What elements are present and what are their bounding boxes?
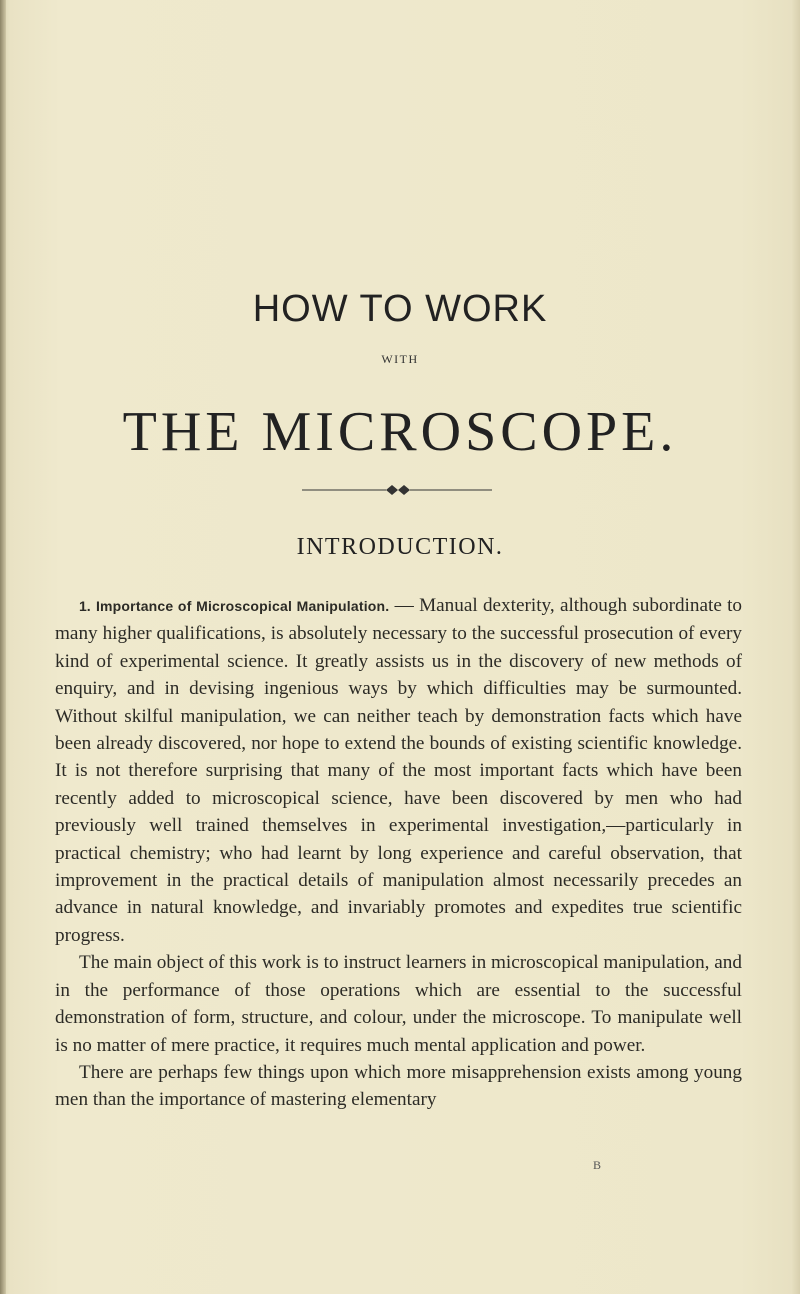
title-line-how-to-work: HOW TO WORK [252,288,548,330]
paragraph-2: The main object of this work is to instruct learners in microscopical manipulation, and in the performance of those operations which are essential to the successful demonstration of form, structure, and colour, under the microscope. To manipulate well is no matter of mere practice, it requires much mental application and power. [55,952,742,1056]
page-edge [792,0,800,1294]
page-gutter [0,0,6,1294]
paragraph-1 [55,592,742,949]
section-heading: INTRODUCTION. [296,534,504,560]
signature-mark: B [593,1158,602,1172]
section-number: 1. [79,598,91,614]
paragraph-1-text: Manual dexterity, although subordinate to many higher qualifications, is absolutely necessary to the successful prosecution of every kind of experimental science. It greatly assists us in the discovery of new methods of enquiry, and in devising ingenious ways by which difficulties may be surmounted. Without skilful manipulation, we can neither teach by demonstration facts which have been already discovered, nor hope to extend the bounds of existing scientific knowledge. It is not therefore surprising that many of the most important facts which have been recently added to microscopical science, have been discovered by men who had previously well trained themselves in experimental investigation,—particularly in practical chemistry; who had learnt by long experience and careful observation, that improvement in the practical details of manipulation almost necessarily precedes an advance in natural knowledge, and invariably promotes and expedites true scientific progress. [55,595,743,946]
ornament-rule [302,482,502,498]
section-title: Importance of Microscopical Manipulation. [95,598,390,614]
title-dash: — [389,595,420,616]
body-text [55,592,742,1114]
title-line-the-microscope: THE MICROSCOPE. [122,401,678,463]
paragraph-3: There are perhaps few things upon which more misapprehension exists among young men than the importance of mastering elementary [55,1061,742,1111]
title-line-with: WITH [381,352,419,366]
